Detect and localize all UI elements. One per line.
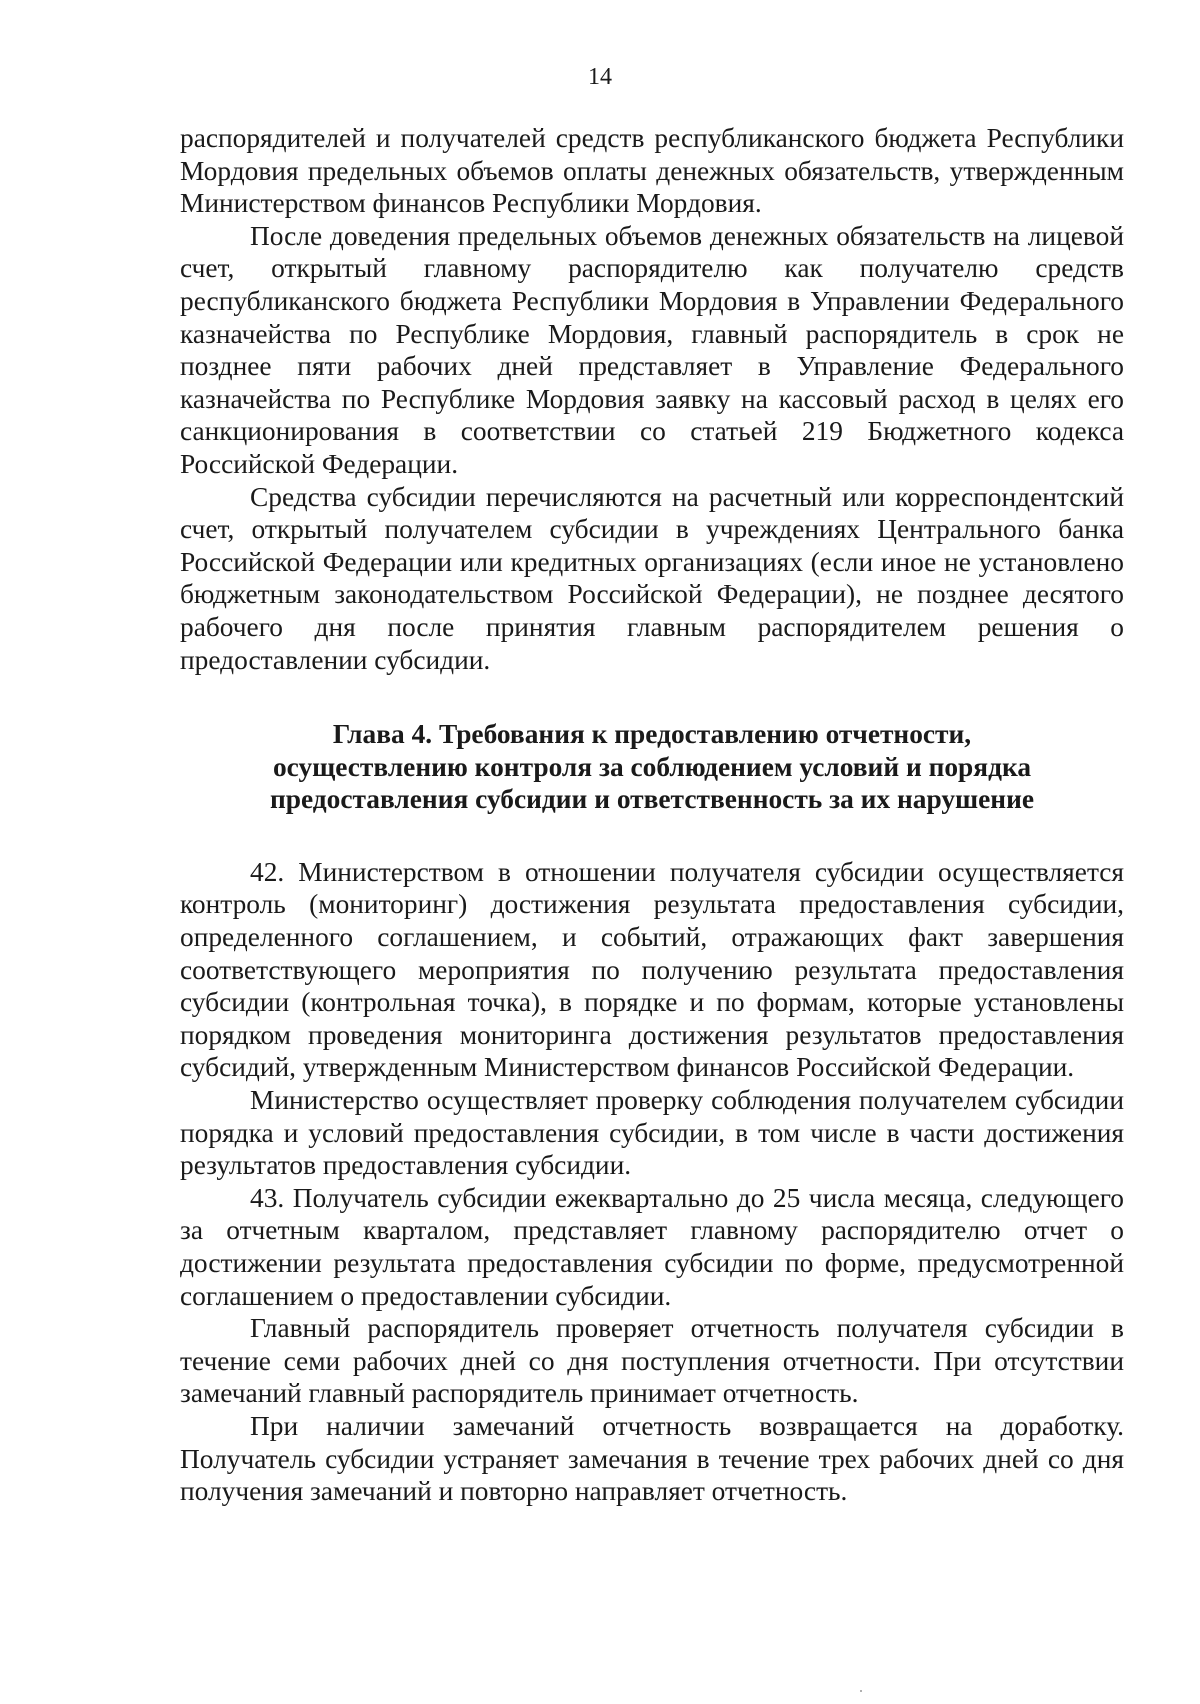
chapter-heading-line-1: Глава 4. Требования к предоставлению отчетности, [332,719,972,750]
scan-artifact [860,1690,862,1692]
document-body [180,122,1124,1508]
paragraph-42-monitoring: 42. Министерством в отношении получателя субсидии осуществляется контроль (мониторинг) достижения результата предоставления субсидии, определенного соглашением, и событий, отражающих факт завершения соответствующего мероприятия по получению результата предоставления субсидии (контрольная точка), в порядке и по формам, которые установлены порядком проведения мониторинга достижения результатов предоставления субсидий, утвержденным Министерством финансов Российской Федерации. [180,856,1124,1083]
paragraph-continuation: распорядителей и получателей средств республиканского бюджета Республики Мордовия предельных объемов оплаты денежных обязательств, утвержденным Министерством финансов Республики Мордовия. [180,123,1124,219]
paragraph-subsidy-transfer: Средства субсидии перечисляются на расчетный или корреспондентский счет, открытый получателем субсидии в учреждениях Центрального банка Российской Федерации или кредитных организациях (если иное не установлено бюджетным законодательством Российской Федерации), не позднее десятого рабочего дня после принятия главным распорядителем решения о предоставлении субсидии. [180,481,1124,675]
paragraph-remarks-correction: При наличии замечаний отчетность возвращается на доработку. Получатель субсидии устраняет замечания в течение трех рабочих дней со дня получения замечаний и повторно направляет отчетность. [180,1410,1124,1507]
paragraph-funding-procedure: После доведения предельных объемов денежных обязательств на лицевой счет, открытый главному распорядителю как получателю средств республиканского бюджета Республики Мордовия в Управлении Федерального казначейства по Республике Мордовия, главный распорядитель в срок не позднее пяти рабочих дней представляет в Управление Федерального казначейства по Республике Мордовия заявку на кассовый расход в целях его санкционирования в соответствии со статьей 219 Бюджетного кодекса Российской Федерации. [180,220,1124,479]
chapter-heading-line-3: предоставления субсидии и ответственность за их нарушение [269,784,1035,815]
paragraph-ministry-inspection: Министерство осуществляет проверку соблюдения получателем субсидии порядка и условий предоставления субсидии, в том числе в части достижения результатов предоставления субсидии. [180,1085,1124,1181]
page-number: 14 [588,64,612,90]
paragraph-report-review: Главный распорядитель проверяет отчетность получателя субсидии в течение семи рабочих дней со дня поступления отчетности. При отсутствии замечаний главный распорядитель принимает отчетность. [180,1313,1124,1409]
chapter-heading-line-2: осуществлению контроля за соблюдением условий и порядка [272,751,1032,782]
chapter-heading [180,718,1124,816]
paragraph-43-reporting: 43. Получатель субсидии ежеквартально до 25 числа месяца, следующего за отчетным кварталом, представляет главному распорядителю отчет о достижении результата предоставления субсидии по форме, предусмотренной соглашением о предоставлении субсидии. [180,1182,1124,1311]
